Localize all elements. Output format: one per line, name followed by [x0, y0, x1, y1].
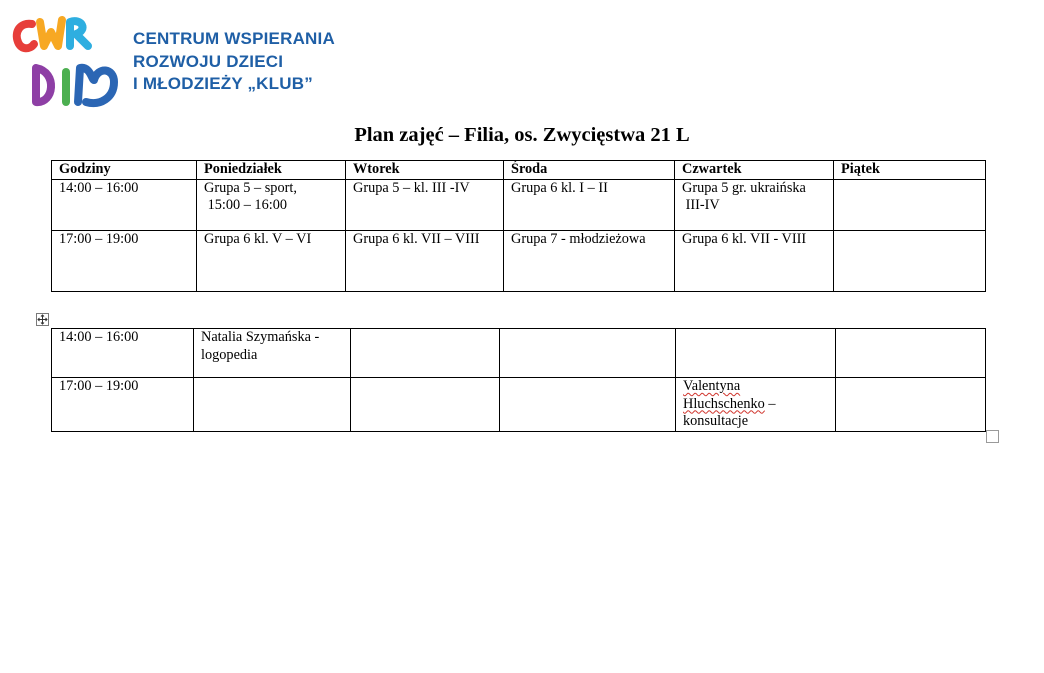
cell-line: 15:00 – 16:00 — [204, 197, 288, 213]
logo-line-2: ROZWOJU DZIECI — [133, 51, 284, 71]
table-row — [52, 179, 986, 230]
table-resize-handle[interactable] — [986, 430, 999, 443]
friday-cell[interactable] — [834, 179, 986, 230]
cell-text: – — [764, 395, 776, 412]
logo-line-3: I MŁODZIEŻY „KLUB” — [133, 74, 313, 93]
friday-cell[interactable] — [834, 230, 986, 291]
hours-cell[interactable]: 17:00 – 19:00 — [52, 230, 197, 291]
hours-cell[interactable]: 14:00 – 16:00 — [52, 179, 197, 230]
monday-cell[interactable] — [197, 179, 346, 230]
specialists-table — [51, 328, 986, 432]
cwrdim-logo-icon — [10, 10, 125, 112]
header-tuesday: Wtorek — [346, 161, 504, 180]
tuesday-cell[interactable] — [351, 329, 500, 378]
table-header-row — [52, 161, 986, 180]
tuesday-cell[interactable]: Grupa 6 kl. VII – VIII — [346, 230, 504, 291]
monday-cell[interactable] — [194, 378, 351, 432]
header-wednesday: Środa — [504, 161, 675, 180]
thursday-cell[interactable] — [675, 179, 834, 230]
cell-line: Natalia Szymańska - — [201, 329, 320, 345]
page-title: Plan zajęć – Filia, os. Zwycięstwa 21 L — [354, 124, 690, 146]
thursday-cell[interactable] — [676, 378, 836, 432]
wednesday-cell[interactable]: Grupa 7 - młodzieżowa — [504, 230, 675, 291]
cell-line: III-IV — [682, 197, 720, 213]
friday-cell[interactable] — [836, 378, 986, 432]
thursday-cell[interactable]: Grupa 6 kl. VII - VIII — [675, 230, 834, 291]
table-move-handle[interactable] — [36, 313, 49, 326]
cell-line — [683, 396, 828, 414]
tuesday-cell[interactable]: Grupa 5 – kl. III -IV — [346, 179, 504, 230]
header-monday: Poniedziałek — [197, 161, 346, 180]
logo-name — [133, 28, 335, 96]
hours-cell[interactable]: 14:00 – 16:00 — [52, 329, 194, 378]
cell-line: konsultacje — [683, 413, 749, 429]
friday-cell[interactable] — [836, 329, 986, 378]
header-friday: Piątek — [834, 161, 986, 180]
wednesday-cell[interactable]: Grupa 6 kl. I – II — [504, 179, 675, 230]
header-hours: Godziny — [52, 161, 197, 180]
cell-line: logopedia — [201, 346, 258, 363]
move-arrows-icon — [37, 314, 48, 325]
table-row — [52, 329, 986, 378]
tuesday-cell[interactable] — [351, 378, 500, 432]
table-row — [52, 230, 986, 291]
cell-line: Grupa 5 gr. ukraińska — [682, 179, 806, 196]
hours-cell[interactable]: 17:00 – 19:00 — [52, 378, 194, 432]
thursday-cell[interactable] — [676, 329, 836, 378]
schedule-table — [51, 160, 986, 292]
spellcheck-word: Hluchschenko — [683, 395, 765, 412]
logo-line-1: CENTRUM WSPIERANIA — [133, 29, 335, 48]
header-thursday: Czwartek — [675, 161, 834, 180]
organization-logo — [10, 10, 340, 112]
wednesday-cell[interactable] — [500, 329, 676, 378]
wednesday-cell[interactable] — [500, 378, 676, 432]
cell-line: Valentyna — [683, 378, 741, 394]
monday-cell[interactable]: Grupa 6 kl. V – VI — [197, 230, 346, 291]
monday-cell[interactable] — [194, 329, 351, 378]
cell-line: Grupa 5 – sport, — [204, 179, 297, 196]
table-row — [52, 378, 986, 432]
